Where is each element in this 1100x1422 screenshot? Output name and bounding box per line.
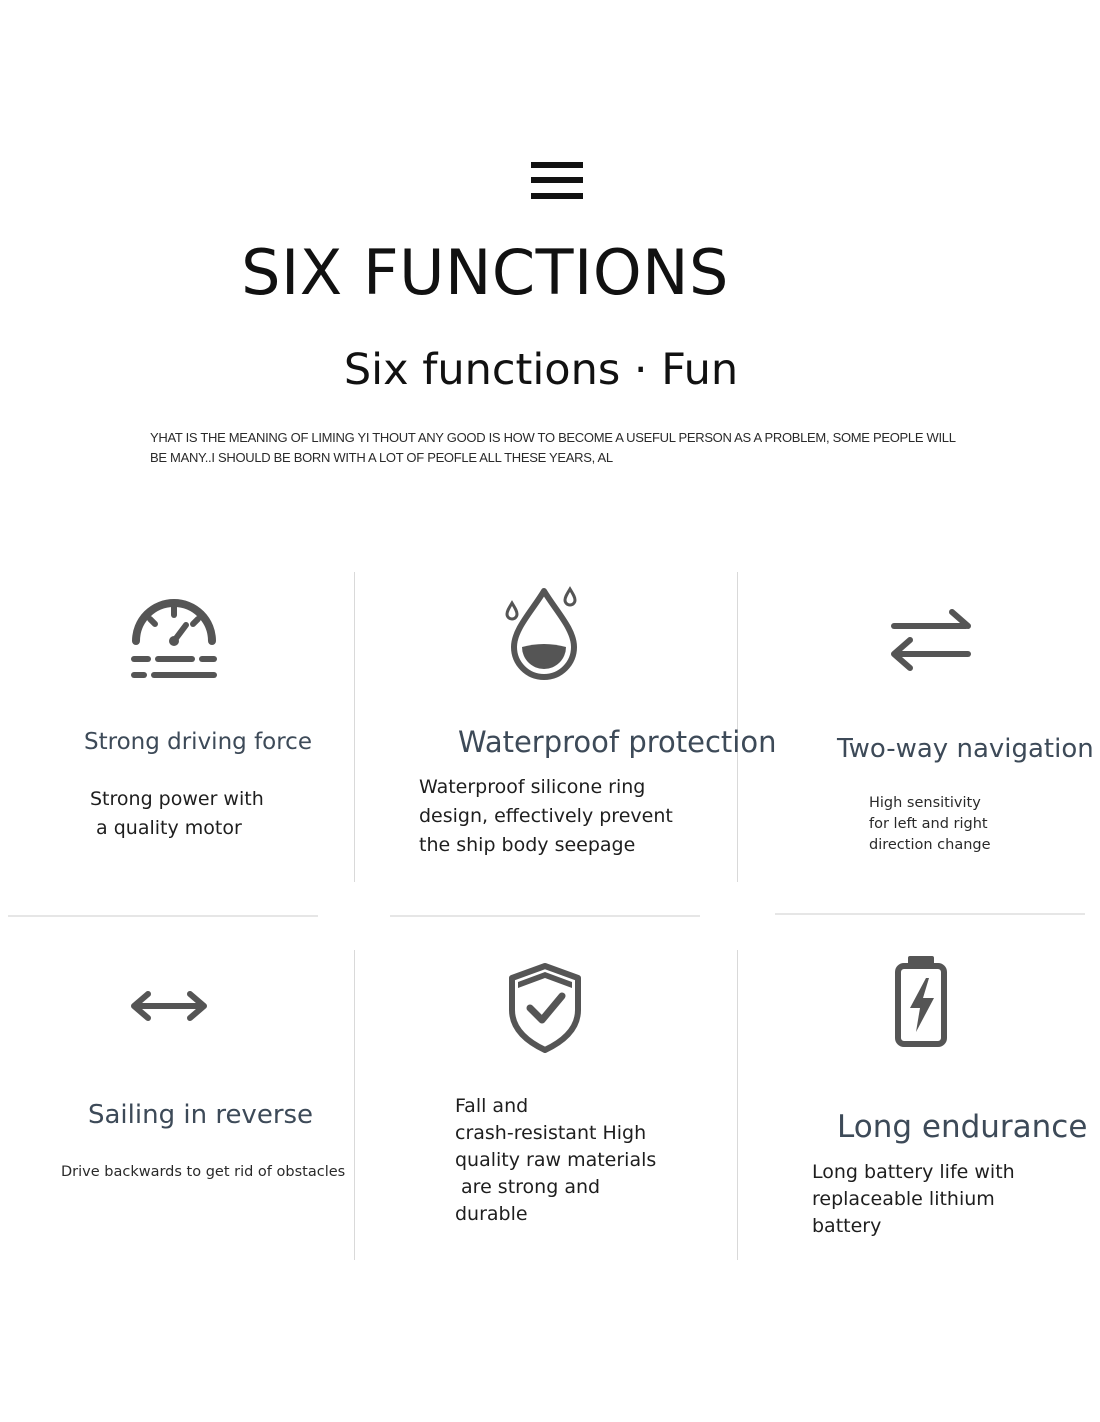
divider [737, 950, 738, 1260]
feature-title: Long endurance [837, 1109, 1088, 1145]
desc-line: direction change [869, 837, 991, 853]
intro-line: BE MANY..I SHOULD BE BORN WITH A LOT OF PEOFLE ALL THESE YEARS, AL [150, 450, 613, 465]
desc-line: durable [455, 1203, 528, 1225]
two-way-arrows-icon [888, 606, 974, 672]
feature-description [90, 785, 264, 843]
feature-description [869, 793, 991, 856]
feature-title: Waterproof protection [458, 725, 777, 759]
desc-line: are strong and [455, 1176, 601, 1198]
desc-line: Waterproof silicone ring [419, 776, 646, 798]
feature-description [812, 1159, 1015, 1240]
divider [775, 913, 1085, 915]
shield-check-icon [506, 962, 584, 1054]
divider [354, 572, 355, 882]
feature-title: Strong driving force [84, 729, 312, 755]
page-subtitle: Six functions · Fun [343, 345, 739, 395]
desc-line: the ship body seepage [419, 834, 636, 856]
desc-line: Strong power with [90, 788, 264, 810]
double-arrow-icon [128, 988, 210, 1024]
desc-line: Fall and [455, 1095, 529, 1117]
desc-line: crash-resistant High [455, 1122, 647, 1144]
desc-line: High sensitivity [869, 795, 981, 811]
desc-line: design, effectively prevent [419, 805, 673, 827]
feature-description [419, 773, 673, 860]
desc-line: a quality motor [90, 817, 242, 839]
page-title: SIX FUNCTIONS [241, 236, 729, 309]
feature-description [455, 1093, 656, 1228]
desc-line: replaceable lithium [812, 1188, 995, 1210]
intro-line: YHAT IS THE MEANING OF LIMING YI THOUT ANY GOOD IS HOW TO BECOME A USEFUL PERSON AS A PROBLEM, SOME PEOPLE WILL [150, 430, 956, 445]
desc-line: for left and right [869, 816, 988, 832]
battery-charge-icon [892, 954, 950, 1050]
divider [390, 915, 700, 917]
divider [8, 915, 318, 917]
desc-line: battery [812, 1215, 882, 1237]
desc-line: quality raw materials [455, 1149, 657, 1171]
feature-title: Sailing in reverse [88, 1100, 314, 1130]
speedometer-icon [128, 595, 220, 685]
feature-title: Two-way navigation [837, 734, 1094, 764]
divider [354, 950, 355, 1260]
water-drop-icon [500, 585, 586, 680]
desc-line: Drive backwards to get rid of obstacles [61, 1164, 346, 1180]
intro-text [150, 428, 970, 468]
feature-description [61, 1162, 345, 1183]
desc-line: Long battery life with [812, 1161, 1015, 1183]
hamburger-menu-icon[interactable] [531, 162, 583, 200]
